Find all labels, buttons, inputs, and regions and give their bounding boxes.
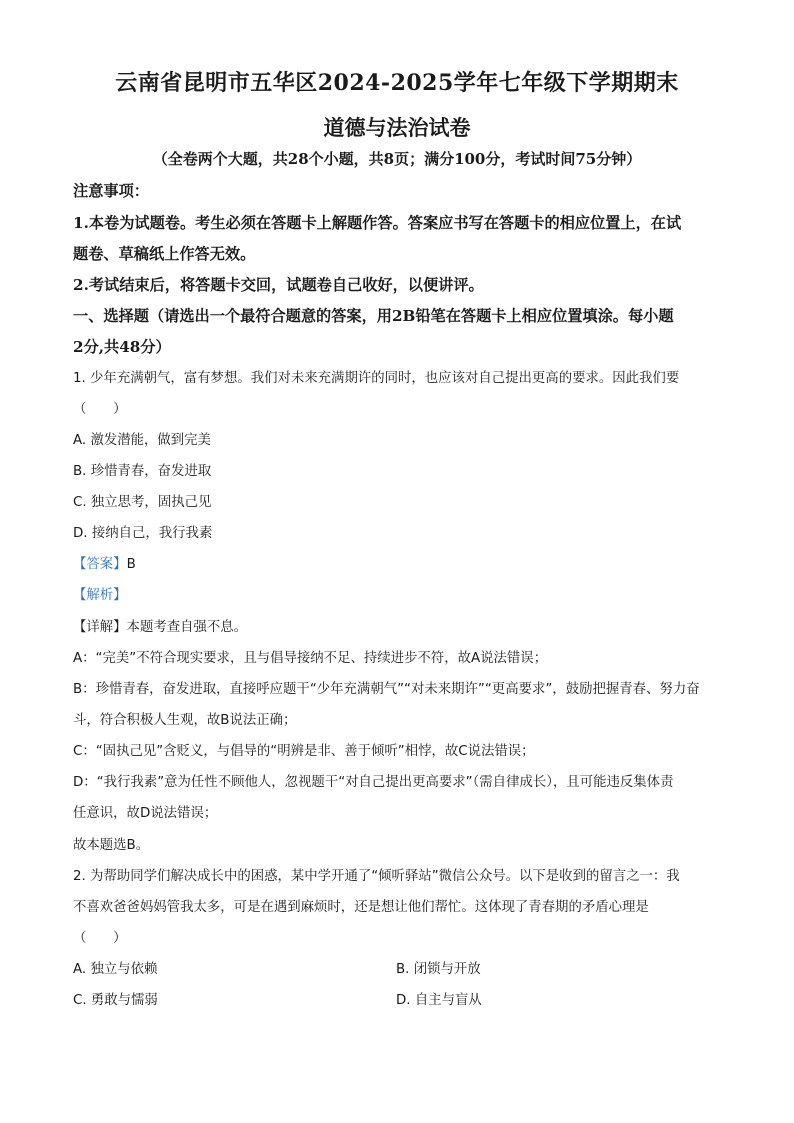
q1-option-a: A. 激发潜能，做到完美 <box>73 433 211 448</box>
q1-analysis-c: C：“固执己见”含贬义，与倡导的“明辨是非、善于倾听”相悖，故C说法错误； <box>73 744 535 759</box>
q1-analysis-d-line-2: 任意识，故D说法错误； <box>73 806 218 821</box>
q1-option-c: C. 独立思考，固执己见 <box>73 495 212 510</box>
q1-detail: 【详解】本题考查自强不息。 <box>73 620 248 635</box>
q1-analysis-d-line-1: D：“我行我素”意为任性不顾他人，忽视题干“对自己提出更高要求”（需自律成长），且可能违反集体责 <box>73 775 674 790</box>
analysis-tag: 【解析】 <box>73 588 127 603</box>
note-1-line-1: 1.本卷为试题卷。考生必须在答题卡上解题作答。答案应书写在答题卡的相应位置上，在试 <box>73 214 682 232</box>
answer-tag: 【答案】 <box>73 557 127 572</box>
q2-stem-line-1: 2. 为帮助同学们解决成长中的困惑，某中学开通了“倾听驿站”微信公众号。以下是收到的留言之一：我 <box>73 869 680 884</box>
q1-option-b: B. 珍惜青春，奋发进取 <box>73 464 212 479</box>
note-2: 2.考试结束后，将答题卡交回，试题卷自己收好，以便讲评。 <box>73 276 484 294</box>
section-1-heading-line-1: 一、选择题（请选出一个最符合题意的答案，用2B铅笔在答题卡上相应位置填涂。每小题 <box>73 307 674 325</box>
exam-subtitle: 道德与法治试卷 <box>323 115 471 140</box>
q2-option-d: D. 自主与盲从 <box>396 993 482 1008</box>
q2-option-c: C. 勇敢与懦弱 <box>73 993 158 1008</box>
q2-stem-line-2: 不喜欢爸爸妈妈管我太多，可是在遇到麻烦时，还是想让他们帮忙。这体现了青春期的矛盾心理是 <box>73 900 649 915</box>
q1-answer <box>73 555 136 575</box>
exam-info: （全卷两个大题，共28个小题，共8页；满分100分，考试时间75分钟） <box>152 150 642 168</box>
q2-option-a: A. 独立与依赖 <box>73 962 158 977</box>
notes-heading: 注意事项： <box>73 182 149 200</box>
section-1-heading-line-2: 2分,共48分） <box>73 338 171 356</box>
answer-value: B <box>126 557 136 572</box>
q1-analysis-b-line-2: 斗，符合积极人生观，故B说法正确； <box>73 713 297 728</box>
q2-stem-line-3: （ ） <box>73 931 127 946</box>
note-1-line-2: 题卷、草稿纸上作答无效。 <box>73 245 256 263</box>
q1-stem-line-1: 1. 少年充满朝气，富有梦想。我们对未来充满期许的同时，也应该对自己提出更高的要求。因此我们要 <box>73 371 680 386</box>
q1-analysis-b-line-1: B：珍惜青春，奋发进取，直接呼应题干“少年充满朝气”“对未来期许”“更高要求”，鼓励把握青春、努力奋 <box>73 682 700 697</box>
exam-title: 云南省昆明市五华区2024-2025学年七年级下学期期末 <box>115 70 679 96</box>
q1-analysis-a: A：“完美”不符合现实要求，且与倡导接纳不足、持续进步不符，故A说法错误； <box>73 651 548 666</box>
q1-conclusion: 故本题选B。 <box>73 838 150 853</box>
q2-option-b: B. 闭锁与开放 <box>396 962 481 977</box>
q1-option-d: D. 接纳自己，我行我素 <box>73 526 213 541</box>
q1-stem-line-2: （ ） <box>73 402 127 417</box>
